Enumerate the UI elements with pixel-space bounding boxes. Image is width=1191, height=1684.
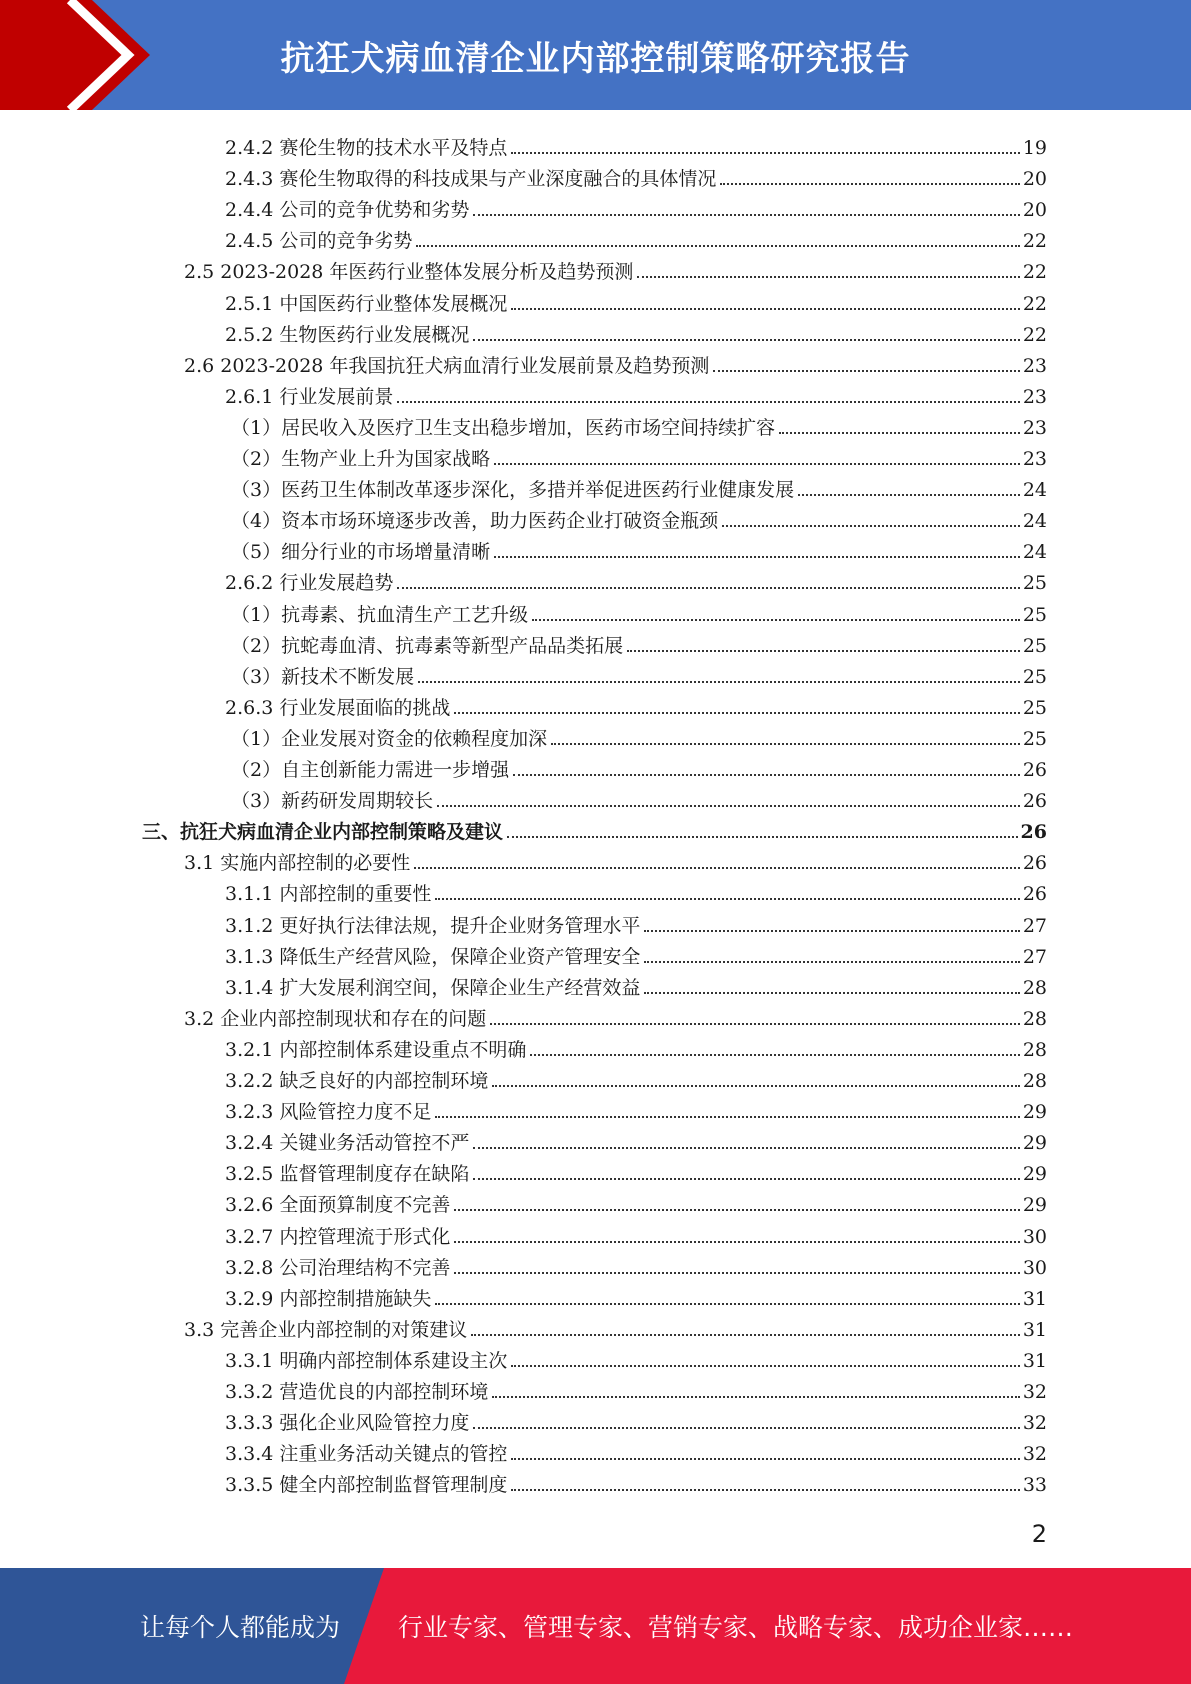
report-title: 抗狂犬病血清企业内部控制策略研究报告 (280, 38, 911, 79)
toc-entry-title: （1）企业发展对资金的依赖程度加深 (231, 727, 548, 750)
toc-entry-title: （2）自主创新能力需进一步增强 (231, 759, 510, 781)
toc-entry-title: （3）医药卫生体制改革逐步深化，多措并举促进医药行业健康发展 (231, 479, 795, 502)
toc-leader-dots (507, 836, 1018, 838)
toc-entry-title: （5）细分行业的市场增量清晰 (231, 541, 491, 564)
toc-entry-page: 26 (1022, 883, 1047, 906)
toc-leader-dots (513, 774, 1020, 776)
toc-entry-title: 2.5.1 中国医药行业整体发展概况 (225, 292, 508, 315)
toc-entry[interactable] (225, 1248, 1047, 1279)
toc-entry[interactable] (225, 284, 1047, 315)
toc-entry-title: 3.3.5 健全内部控制监督管理制度 (225, 1474, 508, 1497)
toc-entry-title: 3.2.4 关键业务活动管控不严 (225, 1132, 470, 1155)
toc-entry-page: 28 (1022, 1070, 1047, 1092)
toc-leader-dots (722, 525, 1020, 527)
toc-entry[interactable] (225, 688, 1047, 719)
toc-entry-title: 3.2.2 缺乏良好的内部控制环境 (225, 1070, 489, 1092)
toc-entry-page: 25 (1022, 727, 1047, 750)
toc-entry-title: 2.4.2 赛伦生物的技术水平及特点 (225, 137, 508, 159)
toc-entry-page: 22 (1022, 230, 1047, 253)
toc-leader-dots (511, 1489, 1019, 1491)
toc-entry-page: 33 (1022, 1474, 1047, 1497)
toc-entry[interactable] (184, 1310, 1047, 1341)
toc-entry-page: 23 (1022, 354, 1047, 377)
toc-entry-page: 31 (1022, 1287, 1047, 1310)
toc-entry[interactable] (225, 1030, 1047, 1061)
toc-entry[interactable] (225, 1403, 1047, 1434)
toc-leader-dots (511, 1458, 1019, 1460)
toc-entry[interactable] (231, 750, 1047, 781)
toc-entry[interactable] (184, 346, 1047, 377)
toc-entry[interactable] (225, 1092, 1047, 1123)
toc-entry[interactable] (225, 315, 1047, 346)
toc-entry-page: 26 (1022, 759, 1047, 781)
toc-entry[interactable] (225, 937, 1047, 968)
toc-entry-title: 3.2.5 监督管理制度存在缺陷 (225, 1163, 470, 1186)
toc-leader-dots (435, 1116, 1019, 1118)
toc-entry-title: （3）新技术不断发展 (231, 665, 415, 688)
toc-entry-title: 3.2.1 内部控制体系建设重点不明确 (225, 1038, 527, 1061)
toc-leader-dots (471, 1334, 1020, 1336)
toc-leader-dots (530, 1054, 1019, 1056)
toc-entry-title: 3.3.3 强化企业风险管控力度 (225, 1412, 470, 1435)
toc-entry[interactable] (142, 812, 1047, 843)
toc-entry-title: 2.5.2 生物医药行业发展概况 (225, 323, 470, 346)
toc-entry-page: 28 (1022, 976, 1047, 999)
toc-entry-title: 3.2.3 风险管控力度不足 (225, 1101, 432, 1124)
toc-leader-dots (437, 805, 1020, 807)
toc-leader-dots (644, 930, 1019, 932)
toc-leader-dots (454, 1241, 1019, 1243)
toc-entry-page: 28 (1022, 1038, 1047, 1061)
toc-entry[interactable] (231, 595, 1047, 626)
toc-entry-title: 3.2.7 内控管理流于形式化 (225, 1225, 451, 1248)
toc-entry[interactable] (231, 532, 1047, 563)
toc-entry-title: 2.6.3 行业发展面临的挑战 (225, 696, 451, 719)
toc-entry-page: 29 (1022, 1132, 1047, 1155)
toc-leader-dots (713, 370, 1019, 372)
toc-leader-dots (473, 214, 1019, 216)
toc-entry-title: 3.3.2 营造优良的内部控制环境 (225, 1381, 489, 1403)
toc-entry[interactable] (225, 906, 1047, 937)
toc-leader-dots (414, 867, 1020, 869)
toc-entry-title: 三、抗狂犬病血清企业内部控制策略及建议 (142, 821, 504, 844)
toc-leader-dots (490, 1023, 1020, 1025)
toc-entry-title: 3.3.1 明确内部控制体系建设主次 (225, 1349, 508, 1372)
toc-leader-dots (532, 619, 1020, 621)
toc-entry-page: 19 (1022, 137, 1047, 159)
toc-leader-dots (435, 1303, 1019, 1305)
toc-entry[interactable] (225, 190, 1047, 221)
toc-entry[interactable] (225, 128, 1047, 159)
toc-entry-title: 2.6.1 行业发展前景 (225, 385, 394, 408)
toc-entry-page: 25 (1022, 696, 1047, 719)
toc-leader-dots (720, 183, 1019, 185)
toc-entry-title: 2.4.4 公司的竞争优势和劣势 (225, 199, 470, 222)
toc-entry-title: 3.1.1 内部控制的重要性 (225, 883, 432, 906)
toc-entry-title: 2.4.5 公司的竞争劣势 (225, 230, 413, 253)
toc-entry[interactable] (225, 1341, 1047, 1372)
toc-leader-dots (473, 1147, 1019, 1149)
toc-leader-dots (492, 1396, 1019, 1398)
toc-entry-page: 27 (1022, 914, 1047, 937)
toc-entry[interactable] (231, 781, 1047, 812)
toc-entry-page: 32 (1022, 1412, 1047, 1435)
toc-leader-dots (494, 556, 1020, 558)
toc-entry[interactable] (225, 377, 1047, 408)
toc-entry-page: 32 (1022, 1381, 1047, 1403)
toc-entry-title: 3.3 完善企业内部控制的对策建议 (184, 1318, 468, 1341)
toc-entry-page: 25 (1022, 572, 1047, 595)
toc-entry[interactable] (231, 501, 1047, 532)
toc-entry-title: 3.2.9 内部控制措施缺失 (225, 1287, 432, 1310)
toc-entry[interactable] (225, 1061, 1047, 1092)
toc-entry[interactable] (225, 563, 1047, 594)
toc-entry[interactable] (184, 252, 1047, 283)
toc-leader-dots (492, 1085, 1019, 1087)
footer-slogan-right: 行业专家、管理专家、营销专家、战略专家、成功企业家…… (398, 1613, 1074, 1642)
toc-leader-dots (798, 494, 1020, 496)
toc-entry-page: 28 (1022, 1007, 1047, 1030)
toc-entry-page: 31 (1022, 1318, 1047, 1341)
toc-entry-title: 2.4.3 赛伦生物取得的科技成果与产业深度融合的具体情况 (225, 168, 717, 191)
toc-entry-page: 29 (1022, 1194, 1047, 1217)
toc-entry-page: 25 (1022, 603, 1047, 626)
toc-entry-title: 3.2 企业内部控制现状和存在的问题 (184, 1007, 487, 1030)
toc-entry-title: （3）新药研发周期较长 (231, 790, 434, 813)
toc-entry-title: 3.1.2 更好执行法律法规，提升企业财务管理水平 (225, 914, 641, 937)
toc-entry[interactable] (231, 657, 1047, 688)
toc-entry-page: 24 (1022, 541, 1047, 564)
toc-entry-page: 25 (1022, 634, 1047, 657)
toc-entry-page: 22 (1022, 261, 1047, 284)
toc-entry[interactable] (231, 408, 1047, 439)
toc-entry-page: 32 (1022, 1443, 1047, 1466)
toc-entry-page: 22 (1022, 292, 1047, 315)
toc-entry-page: 24 (1022, 479, 1047, 502)
toc-leader-dots (397, 401, 1019, 403)
toc-entry[interactable] (225, 1465, 1047, 1496)
toc-leader-dots (511, 308, 1019, 310)
toc-leader-dots (511, 152, 1019, 154)
toc-leader-dots (637, 276, 1019, 278)
toc-entry-page: 26 (1022, 852, 1047, 875)
toc-entry[interactable] (225, 159, 1047, 190)
toc-entry-page: 26 (1020, 821, 1047, 844)
toc-leader-dots (435, 898, 1019, 900)
toc-leader-dots (779, 432, 1020, 434)
toc-entry[interactable] (225, 1185, 1047, 1216)
toc-entry[interactable] (225, 968, 1047, 999)
page-number: 2 (1031, 1520, 1047, 1548)
page-header (0, 0, 1191, 110)
toc-leader-dots (644, 961, 1019, 963)
toc-entry-title: （1）居民收入及医疗卫生支出稳步增加，医药市场空间持续扩容 (231, 416, 776, 439)
toc-entry-page: 20 (1022, 168, 1047, 191)
toc-leader-dots (473, 339, 1019, 341)
toc-leader-dots (551, 743, 1020, 745)
toc-entry[interactable] (184, 999, 1047, 1030)
toc-entry-title: 3.3.4 注重业务活动关键点的管控 (225, 1443, 508, 1466)
toc-entry-page: 23 (1022, 416, 1047, 439)
toc-entry-title: 2.5 2023-2028 年医药行业整体发展分析及趋势预测 (184, 261, 634, 284)
toc-leader-dots (418, 681, 1020, 683)
toc-entry-page: 31 (1022, 1349, 1047, 1372)
toc-entry[interactable] (231, 719, 1047, 750)
toc-entry-page: 25 (1022, 665, 1047, 688)
toc-entry-page: 30 (1022, 1225, 1047, 1248)
toc-entry-title: （1）抗毒素、抗血清生产工艺升级 (231, 603, 529, 626)
toc-entry-page: 22 (1022, 323, 1047, 346)
toc-entry-title: 3.2.6 全面预算制度不完善 (225, 1194, 451, 1217)
toc-entry-page: 23 (1022, 385, 1047, 408)
toc-entry-page: 29 (1022, 1163, 1047, 1186)
toc-leader-dots (454, 712, 1019, 714)
toc-leader-dots (454, 1209, 1019, 1211)
toc-entry[interactable] (225, 1279, 1047, 1310)
toc-entry-page: 30 (1022, 1256, 1047, 1279)
toc-entry-title: 3.1.4 扩大发展利润空间，保障企业生产经营效益 (225, 976, 641, 999)
toc-leader-dots (416, 245, 1019, 247)
toc-leader-dots (473, 1178, 1019, 1180)
toc-entry[interactable] (225, 1154, 1047, 1185)
footer-slogan-left: 让每个人都能成为 (140, 1613, 341, 1642)
toc-entry[interactable] (225, 874, 1047, 905)
toc-entry[interactable] (225, 1217, 1047, 1248)
toc-entry-title: 3.1.3 降低生产经营风险，保障企业资产管理安全 (225, 945, 641, 968)
toc-entry-title: 3.2.8 公司治理结构不完善 (225, 1256, 451, 1279)
toc-entry-title: 3.1 实施内部控制的必要性 (184, 852, 411, 875)
toc-entry-page: 26 (1022, 790, 1047, 813)
toc-entry[interactable] (231, 470, 1047, 501)
toc-entry-page: 24 (1022, 510, 1047, 533)
toc-entry-title: （4）资本市场环境逐步改善，助力医药企业打破资金瓶颈 (231, 510, 719, 533)
toc-entry[interactable] (225, 1434, 1047, 1465)
toc-leader-dots (397, 587, 1019, 589)
page-footer (0, 1568, 1191, 1684)
toc-entry-page: 29 (1022, 1101, 1047, 1124)
toc-entry-title: 2.6.2 行业发展趋势 (225, 572, 394, 595)
toc-entry-page: 27 (1022, 945, 1047, 968)
toc-leader-dots (494, 463, 1020, 465)
toc-leader-dots (644, 992, 1019, 994)
toc-leader-dots (627, 650, 1020, 652)
toc-entry-title: （2）抗蛇毒血清、抗毒素等新型产品品类拓展 (231, 634, 624, 657)
toc-entry[interactable] (225, 1372, 1047, 1403)
toc-entry[interactable] (225, 221, 1047, 252)
toc-leader-dots (511, 1365, 1019, 1367)
toc-entry[interactable] (231, 439, 1047, 470)
toc-entry[interactable] (225, 1123, 1047, 1154)
toc-entry[interactable] (184, 843, 1047, 874)
toc-leader-dots (473, 1427, 1019, 1429)
toc-entry-title: （2）生物产业上升为国家战略 (231, 448, 491, 470)
toc-entry-page: 20 (1022, 199, 1047, 222)
toc-entry[interactable] (231, 626, 1047, 657)
toc-leader-dots (454, 1272, 1019, 1274)
toc-entry-page: 23 (1022, 448, 1047, 470)
toc-entry-title: 2.6 2023-2028 年我国抗狂犬病血清行业发展前景及趋势预测 (184, 354, 710, 377)
